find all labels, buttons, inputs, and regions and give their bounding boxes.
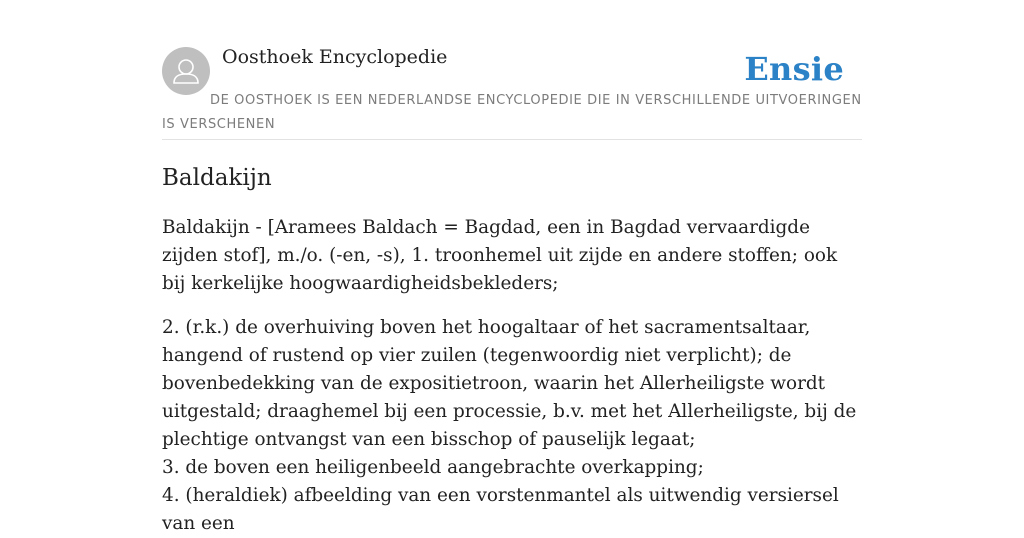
site-tagline: DE OOSTHOEK IS EEN NEDERLANDSE ENCYCLOPEDIE DIE IN VERSCHILLENDE UITVOERINGEN IS VERSCHENEN	[162, 93, 862, 132]
avatar[interactable]	[162, 47, 210, 95]
site-name-link[interactable]: Oosthoek Encyclopedie	[222, 46, 448, 68]
brand-logo[interactable]: Ensie	[744, 50, 844, 88]
definition-line: 2. (r.k.) de overhuiving boven het hoogaltaar of het sacramentsaltaar, hangend of rustend op vier zuilen (tegenwoordig niet verplicht); de bovenbedekking van de expositietroon, waarin het Allerheiligste wordt uitgestald; draaghemel bij een processie, b.v. met het Allerheiligste, bij de plechtige ontvangst van een bisschop of pauselijk legaat;	[162, 317, 857, 450]
article-paragraph-1: Baldakijn - [Aramees Baldach = Bagdad, een in Bagdad vervaardigde zijden stof], m./o. (-en, -s), 1. troonhemel uit zijde en andere stoffen; ook bij kerkelijke hoogwaardigheidsbekleders;	[162, 217, 838, 294]
site-header	[162, 0, 862, 140]
article-paragraph-2	[162, 314, 862, 538]
article-title: Baldakijn	[162, 165, 272, 191]
header-divider	[162, 139, 862, 140]
article	[162, 160, 862, 538]
definition-line: 3. de boven een heiligenbeeld aangebrachte overkapping;	[162, 457, 704, 478]
definition-line: 4. (heraldiek) afbeelding van een vorstenmantel als uitwendig versiersel van een	[162, 485, 839, 534]
user-silhouette-icon	[162, 47, 210, 95]
